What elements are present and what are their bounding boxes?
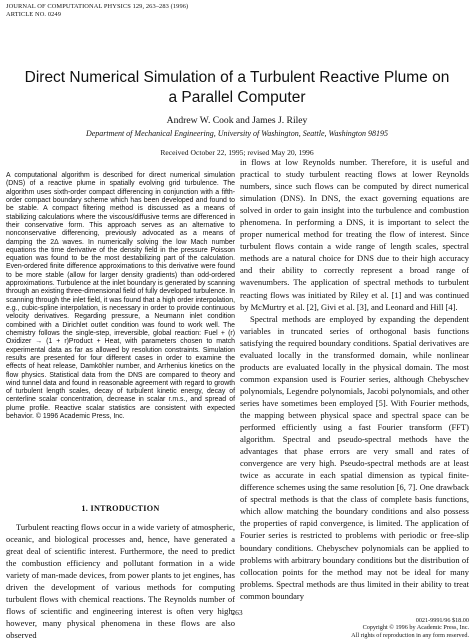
abstract-text: A computational algorithm is described for direct numerical simulation (DNS) of a reactive plume in spatially evolving grid turbulence. The algorithm uses sixth-order compact differencing in conjunction with a fifth-order compact boundary scheme which has been developed and found to be stable. A compact filtering method is discussed as a means of stabilizing calculations where the viscous/diffusive terms are differenced in their conservative form. This approach serves as an alternative to nonconservative differencing, previously advocated as a means of damping the 2Δ waves. In numerically solving the low Mach number equations the time derivative of the density field in the pressure Poisson equation was found to be the most destabilizing part of the calculation. Even-ordered finite difference approximations to this derivative were found to be more stable (allow for larger density gradients) than odd-ordered approximations. Turbulence at the inlet boundary is generated by scanning through an existing three-dimensional field of fully developed turbulence. In scanning through the inlet field, it was found that a high order interpolation, e.g., cubic-spline interpolation, is necessary in order to provide continuous velocity derivatives. Regarding pressure, a Neumann inlet condition combined with a Dirichlet outlet condition was found to work well. The chemistry follows the single-step, irreversible, global reaction: Fuel + (r) Oxidizer → (1 + r)Product + Heat, with parameters chosen to match experimental data as far as allowed by resolution constraints. Simulation results are presented for four different cases in order to examine the effects of heat release, Damköhler number, and Arrhenius kinetics on the flow physics. Statistical data from the DNS are compared to theory and wind tunnel data and found in reasonable agreement with regard to growth of turbulent length scales, decay of turbulent kinetic energy, decay of centerline scalar concentration, decrease in scalar r.m.s., and spread of plume profile. Reactive scalar statistics are consistent with expected behavior. © 1996 Academic Press, Inc. bbox=[6, 172, 235, 421]
right-paragraph-1: in flows at low Reynolds number. Therefore, it is useful and practical to study turbulent reacting flows at lower Reynolds numbers, since such flows can be computed by direct numerical simulation (DNS). In DNS, the exact governing equations are solved in order to gain insight into the turbulence and combustion phenomena. In performing a DNS, it is important to select the proper numerical method for treating the flow of interest. Since turbulent flows contain a wide range of length scales, spectral methods are a natural choice for DNS due to their high accuracy and their ability to correctly represent a broad range of wavenumbers. The application of spectral methods to turbulent reacting flows was initiated by Riley et al. [1] and was continued by McMurtry et al. [2], Givi et al. [3], and Leonard and Hill [4]. bbox=[240, 157, 469, 312]
copyright-footer bbox=[351, 617, 469, 639]
received-dates: Received October 22, 1995; revised May 20, 1996 bbox=[160, 148, 314, 157]
copyright-line: Copyright © 1996 by Academic Press, Inc. bbox=[362, 624, 469, 632]
journal-citation: JOURNAL OF COMPUTATIONAL PHYSICS 129, 263–283 (1996) bbox=[6, 3, 189, 10]
page-number: 263 bbox=[231, 608, 243, 617]
paper-title: Direct Numerical Simulation of a Turbulent Reactive Plume on a Parallel Computer bbox=[24, 69, 450, 106]
paper-authors: Andrew W. Cook and James J. Riley bbox=[166, 115, 308, 126]
intro-paragraph: Turbulent reacting flows occur in a wide variety of atmospheric, oceanic, and biological processes and, hence, have generated a great deal of scientific interest. Furthermore, the need to predict the combustion efficiency and pollutant formation in a wide variety of man-made devices, from power plants to jet engines, has driven the development of various methods for computing turbulent flows with chemical reactions. The Reynolds number of flows of scientific and engineering interest is often very high; however, many physical phenomena in these flows are also observed bbox=[6, 522, 235, 641]
rights-line: All rights of reproduction in any form reserved. bbox=[351, 631, 469, 639]
journal-header bbox=[6, 3, 188, 19]
price-code: 0021-9991/96 $18.00 bbox=[415, 617, 469, 624]
right-paragraph-2: Spectral methods are employed by expanding the dependent variables in truncated series of orthogonal basis functions satisfying the required boundary conditions. Spatial derivatives are evaluated locally in the transformed domain, while nonlinear products are evaluated locally in the physical domain. The most common expansion used is Fourier series, although Chebyschev polynomials, Legendre polynomials, Jacobi polynomials, and other series have sometimes been employed [5]. With Fourier methods, the mapping between physical space and spectral space can be performed efficiently using a fast Fourier transform (FFT) algorithm. Spectral and pseudo-spectral methods have the advantages that phase errors are very small and rates of convergence are very high. Pseudo-spectral methods are at least twice as accurate in each spatial dimension as typical finite-difference schemes using the same resolution [6, 7]. One drawback of spectral methods is that the class of complete basis functions, which allow matching the boundary conditions and also possess the properties of rapid convergence, is limited. The application of Fourier series is restricted to problems with periodic or free-slip boundary conditions. Chebyschev polynomials can be applied to problems with arbitrary boundary conditions but the distribution of collocation points for the method may not be ideal for many problems. Spectral methods are thus limited in their ability to treat common boundary bbox=[240, 313, 469, 601]
right-column bbox=[240, 156, 469, 602]
article-number: ARTICLE NO. 0249 bbox=[6, 11, 61, 18]
author-affiliation: Department of Mechanical Engineering, University of Washington, Seattle, Washington 98195 bbox=[85, 129, 389, 138]
section-heading: 1. INTRODUCTION bbox=[81, 504, 160, 513]
